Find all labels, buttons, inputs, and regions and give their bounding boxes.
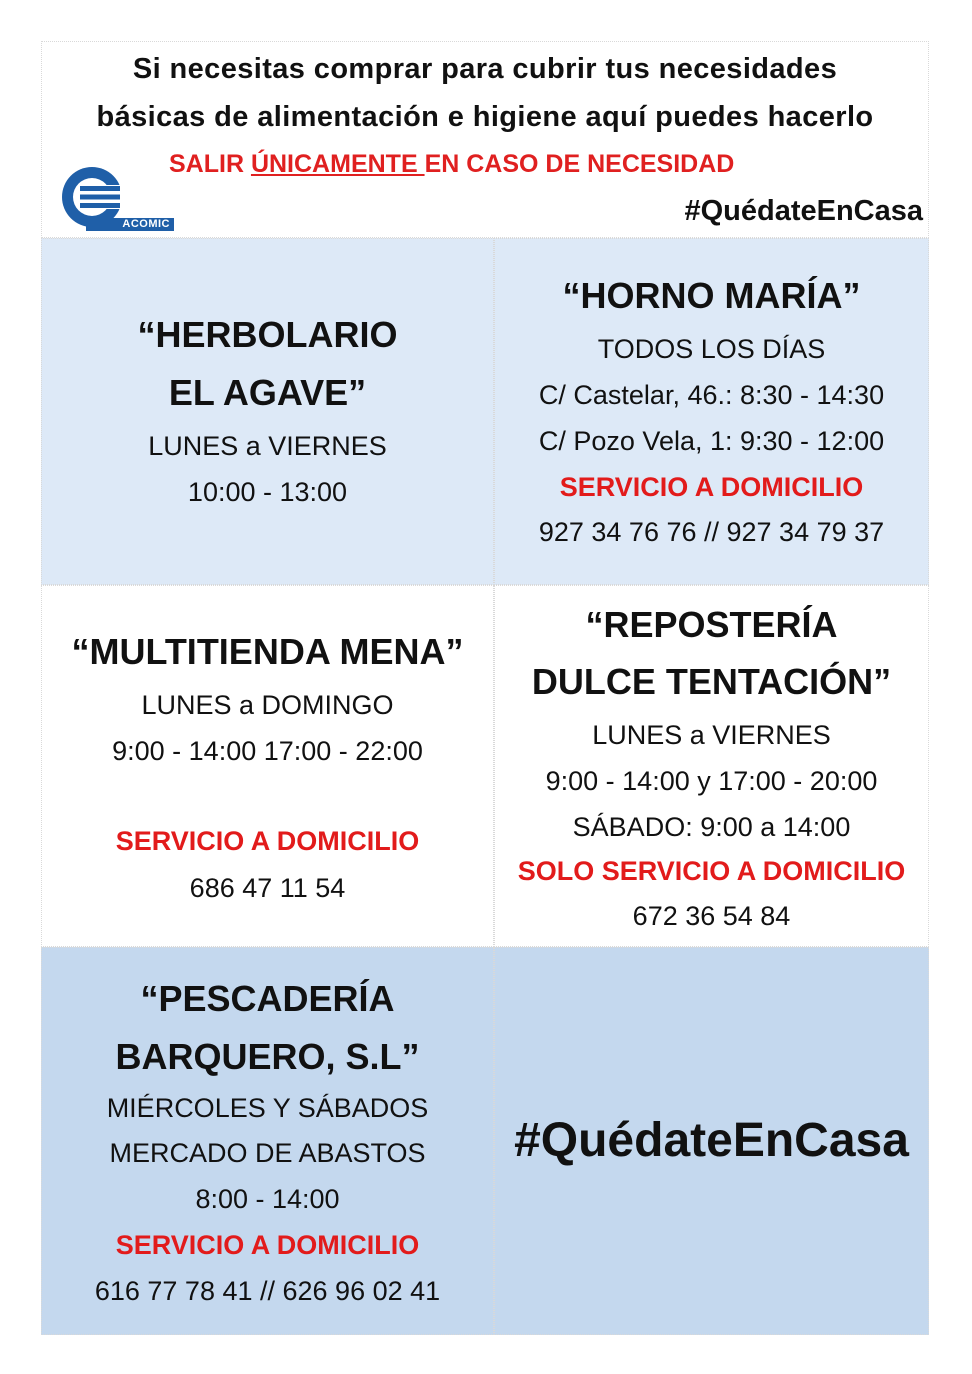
shop-title-line-2: EL AGAVE” (168, 372, 367, 413)
shop-title-line-1: “PESCADERÍA (140, 978, 395, 1019)
header-line-2: básicas de alimentación e higiene aquí puedes hacerlo (96, 101, 874, 133)
shop-hours: 8:00 - 14:00 (195, 1184, 340, 1214)
shop-address-1: C/ Castelar, 46.: 8:30 - 14:30 (538, 380, 885, 410)
shop-address-2: C/ Pozo Vela, 1: 9:30 - 12:00 (538, 426, 885, 456)
shop-hours: 9:00 - 14:00 y 17:00 - 20:00 (545, 766, 878, 796)
delivery-badge: SERVICIO A DOMICILIO (115, 1230, 420, 1260)
delivery-badge: SOLO SERVICIO A DOMICILIO (517, 856, 906, 886)
shop-title-line-1: “HERBOLARIO (137, 314, 398, 355)
shop-title: “HORNO MARÍA” (562, 275, 861, 316)
shop-phone: 686 47 11 54 (189, 873, 346, 903)
shop-hours: 9:00 - 14:00 17:00 - 22:00 (112, 736, 423, 766)
shop-card-reposteria (494, 585, 929, 947)
shop-title-line-2: BARQUERO, S.L” (115, 1036, 420, 1077)
hashtag-panel (494, 947, 929, 1335)
shop-hours: 10:00 - 13:00 (187, 477, 348, 507)
logo-text: ACOMIC (86, 218, 174, 231)
header-panel (41, 41, 929, 238)
warning-line (169, 150, 734, 179)
warning-pre: SALIR (169, 150, 251, 178)
footer-hashtag: #QuédateEnCasa (514, 1114, 909, 1167)
shop-days: MIÉRCOLES Y SÁBADOS (106, 1093, 429, 1123)
shop-card-multitienda (41, 585, 494, 947)
acomic-logo (56, 164, 174, 232)
shop-phones: 927 34 76 76 // 927 34 79 37 (538, 517, 885, 547)
shop-days: LUNES a DOMINGO (141, 690, 394, 720)
shop-saturday-hours: SÁBADO: 9:00 a 14:00 (572, 812, 851, 842)
delivery-badge: SERVICIO A DOMICILIO (559, 472, 864, 502)
shop-days: LUNES a VIERNES (148, 431, 387, 461)
flyer-page (41, 41, 929, 1335)
shop-location: MERCADO DE ABASTOS (109, 1138, 426, 1168)
shop-card-pescaderia (41, 947, 494, 1335)
delivery-badge: SERVICIO A DOMICILIO (115, 826, 420, 856)
shop-card-herbolario (41, 238, 494, 585)
shop-phone: 672 36 54 84 (632, 901, 791, 931)
shop-title: “MULTITIENDA MENA” (71, 631, 464, 672)
shop-phones: 616 77 78 41 // 626 96 02 41 (94, 1276, 441, 1306)
shop-card-horno-maria (494, 238, 929, 585)
shop-title-line-2: DULCE TENTACIÓN” (531, 661, 892, 702)
warning-underlined: ÚNICAMENTE (250, 150, 425, 178)
shop-days: LUNES a VIERNES (592, 720, 831, 750)
warning-post: EN CASO DE NECESIDAD (424, 150, 735, 178)
shop-days: TODOS LOS DÍAS (597, 334, 826, 364)
shop-title-line-1: “REPOSTERÍA (585, 604, 838, 645)
header-hashtag: #QuédateEnCasa (684, 195, 923, 227)
header-line-1: Si necesitas comprar para cubrir tus necesidades (132, 53, 838, 85)
